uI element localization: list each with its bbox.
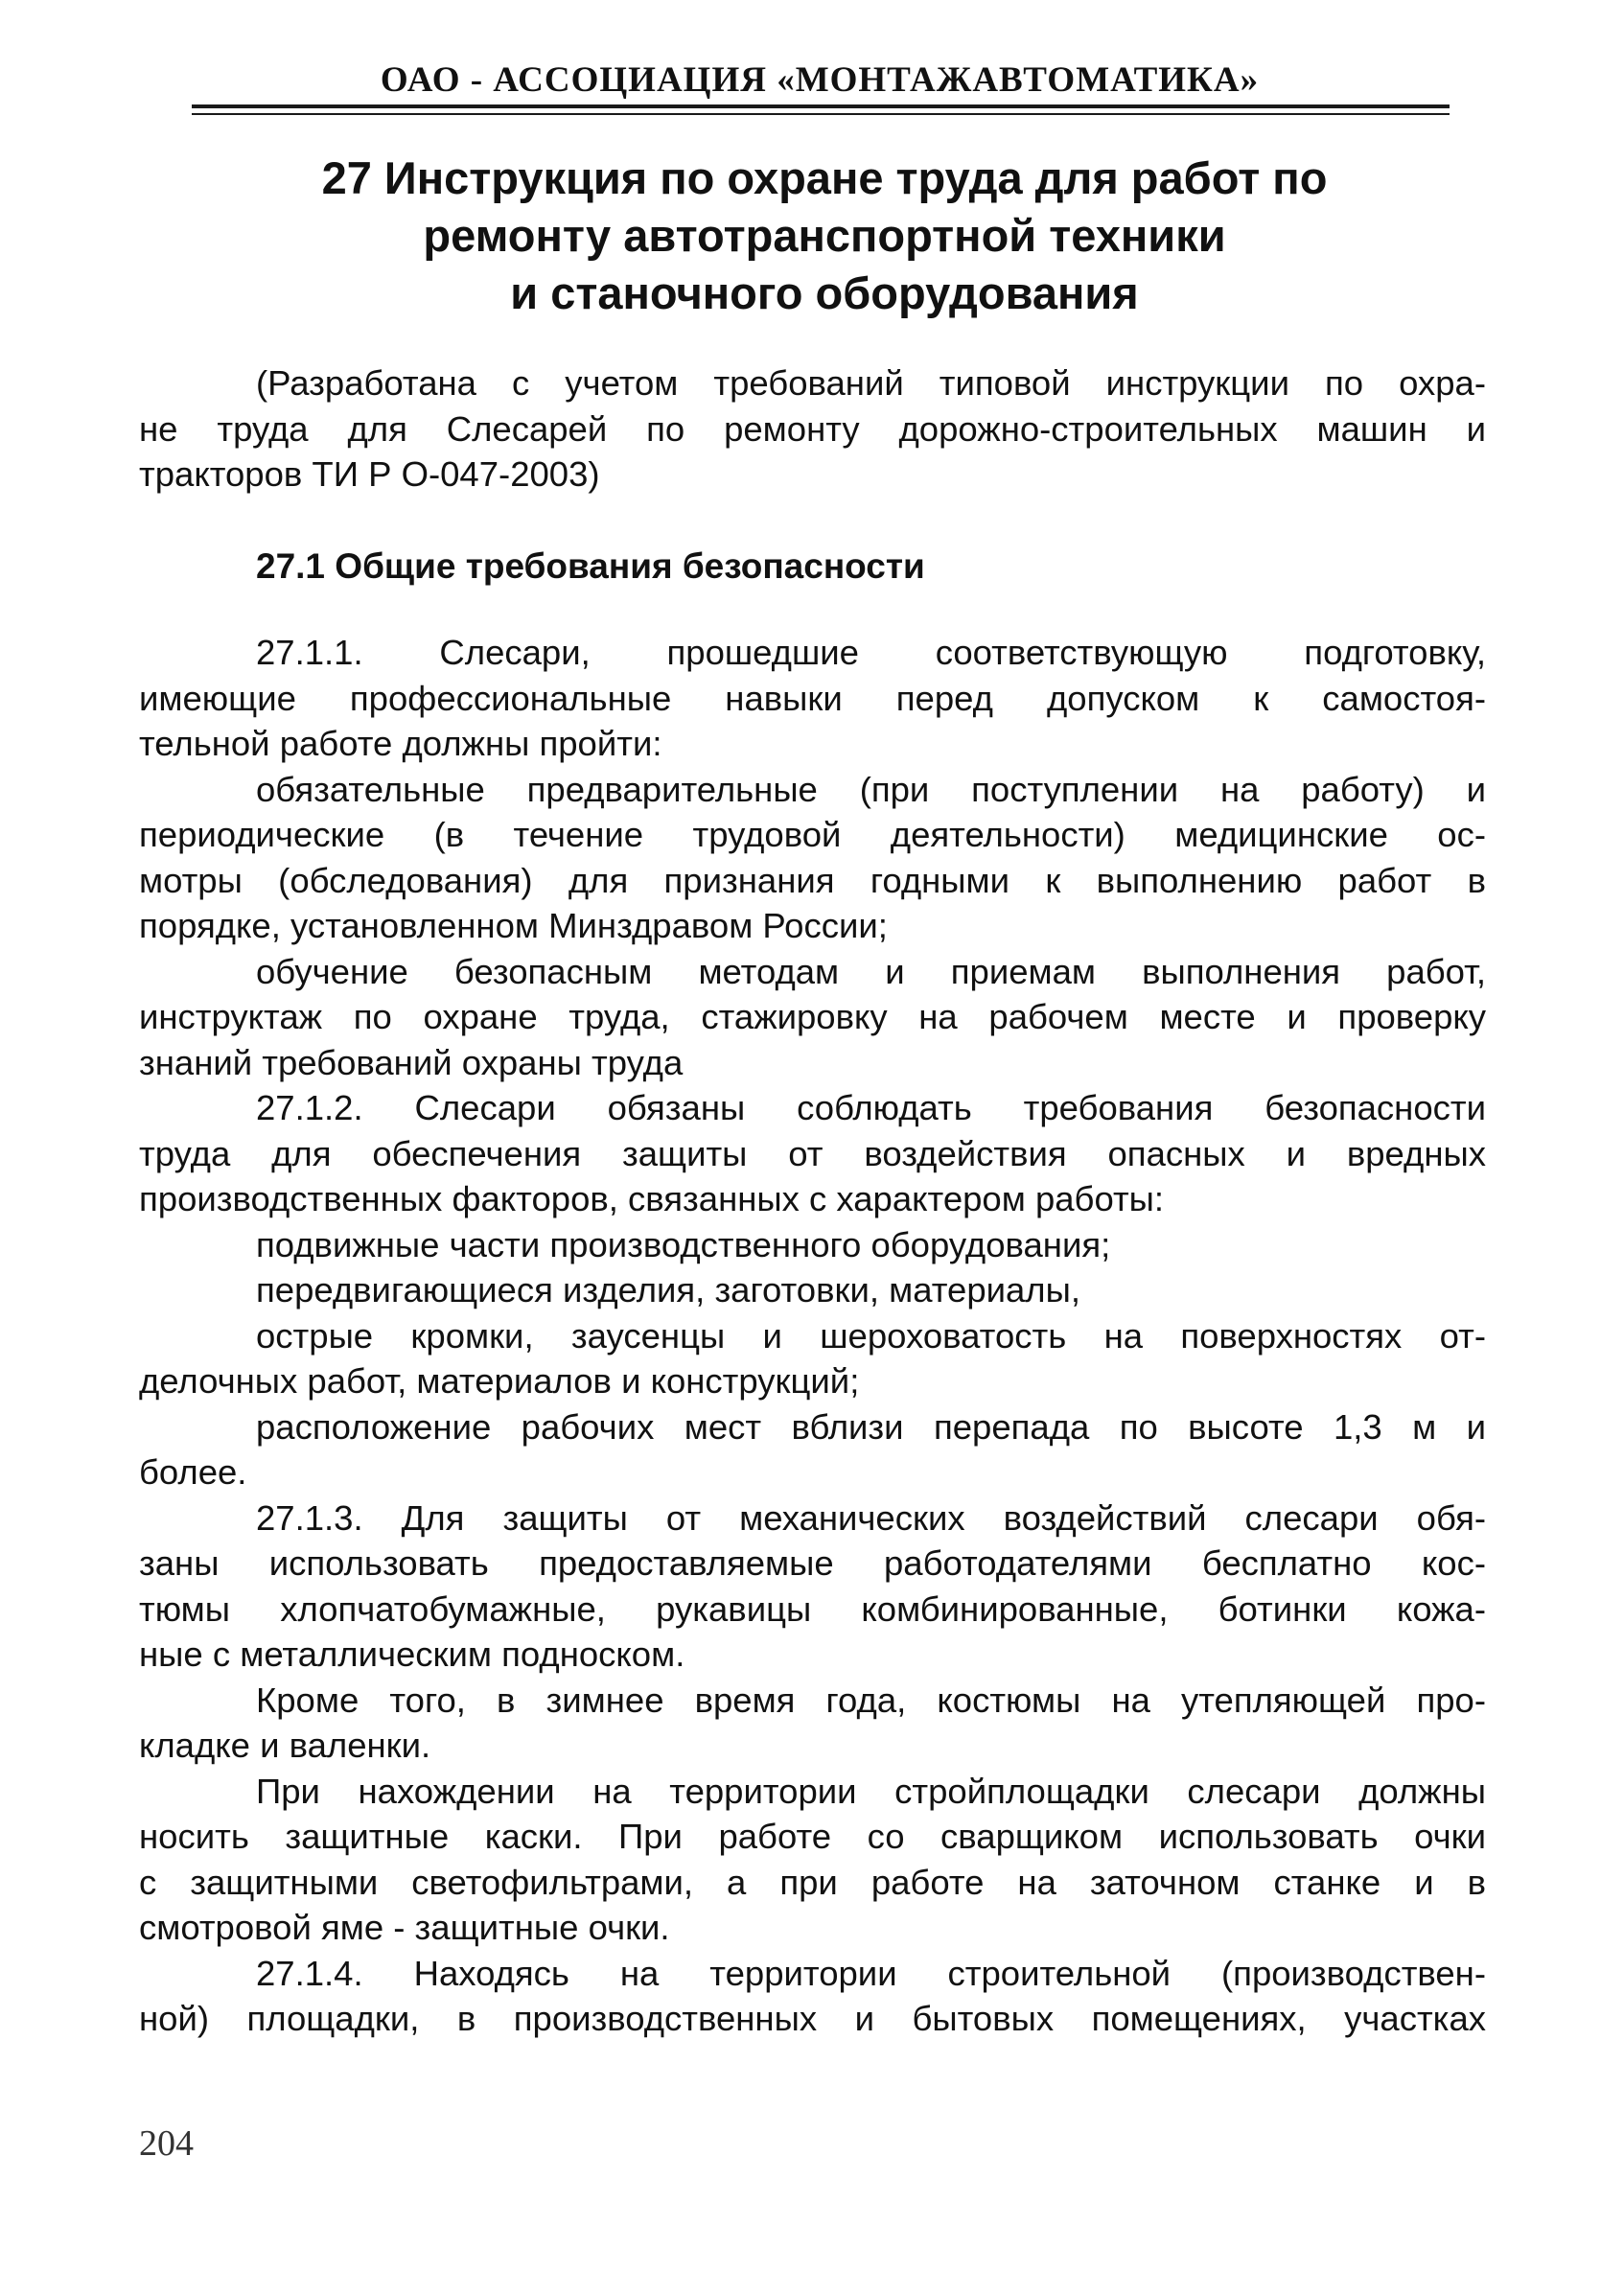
section-heading: 27.1 Общие требования безопасности <box>256 546 925 586</box>
body-text <box>139 630 1486 2042</box>
body-line: знаний требований охраны труда <box>139 1042 684 1082</box>
body-line: расположение рабочих мест вблизи перепада по высоте 1,3 м и <box>256 1406 1486 1447</box>
body-line: с защитными светофильтрами, а при работе на заточном станке и в <box>139 1862 1486 1902</box>
body-line: периодические (в течение трудовой деятельности) медицинские ос- <box>139 815 1486 854</box>
body-line: производственных факторов, связанных с характером работы: <box>139 1179 1165 1218</box>
body-line: порядке, установленном Минздравом России; <box>139 906 888 945</box>
body-line: ной) площадки, в производственных и бытовых помещениях, участках <box>139 1999 1486 2038</box>
title-line: и станочного оборудования <box>510 267 1139 318</box>
body-line: Кроме того, в зимнее время года, костюмы на утепляющей про- <box>256 1680 1486 1720</box>
intro-line: (Разработана с учетом требований типовой инструкции по охра- <box>256 363 1486 403</box>
header-rule-thick <box>192 104 1450 108</box>
body-line: 27.1.3. Для защиты от механических воздействий слесари обя- <box>256 1497 1486 1538</box>
body-line: передвигающиеся изделия, заготовки, материалы, <box>256 1270 1080 1310</box>
body-line: 27.1.2. Слесари обязаны соблюдать требования безопасности <box>256 1088 1486 1127</box>
body-line: 27.1.1. Слесари, прошедшие соответствующую подготовку, <box>256 633 1486 672</box>
body-line: острые кромки, заусенцы и шероховатость на поверхностях от- <box>256 1315 1486 1356</box>
body-line: заны использовать предоставляемые работодателями бесплатно кос- <box>139 1543 1486 1583</box>
body-line: делочных работ, материалов и конструкций; <box>139 1361 860 1401</box>
intro-line: не труда для Слесарей по ремонту дорожно-строительных машин и <box>139 408 1486 449</box>
body-line: обязательные предварительные (при поступлении на работу) и <box>256 769 1486 809</box>
body-line: 27.1.4. Находясь на территории строительной (производствен- <box>256 1953 1486 1993</box>
header-rule-thin <box>192 113 1450 115</box>
body-line: обучение безопасным методам и приемам выполнения работ, <box>256 951 1486 991</box>
body-line: более. <box>139 1452 247 1492</box>
body-line: тельной работе должны пройти: <box>139 724 662 763</box>
organization-header: ОАО - АССОЦИАЦИЯ «МОНТАЖАВТОМАТИКА» <box>380 60 1260 100</box>
body-line: тюмы хлопчатобумажные, рукавицы комбинированные, ботинки кожа- <box>139 1588 1486 1629</box>
body-line: имеющие профессиональные навыки перед допуском к самостоя- <box>139 678 1486 718</box>
title-line: ремонту автотранспортной техники <box>423 210 1226 261</box>
instruction-title <box>249 150 1400 322</box>
page-number: 204 <box>139 2123 194 2164</box>
body-line: мотры (обследования) для признания годными к выполнению работ в <box>139 860 1486 900</box>
title-line: 27 Инструкция по охране труда для работ по <box>321 152 1328 203</box>
body-line: кладке и валенки. <box>139 1726 431 1765</box>
body-line: подвижные части производственного оборудования; <box>256 1224 1111 1264</box>
body-line: труда для обеспечения защиты от воздействия опасных и вредных <box>139 1133 1486 1173</box>
intro-paragraph <box>139 360 1486 498</box>
body-line: При нахождении на территории стройплощадки слесари должны <box>256 1771 1486 1811</box>
body-line: смотровой яме - защитные очки. <box>139 1908 670 1947</box>
body-line: инструктаж по охране труда, стажировку на рабочем месте и проверку <box>139 997 1486 1036</box>
intro-line: тракторов ТИ Р О-047-2003) <box>139 454 600 494</box>
body-line: носить защитные каски. При работе со сварщиком использовать очки <box>139 1817 1486 1856</box>
body-line: ные с металлическим подноском. <box>139 1634 685 1674</box>
